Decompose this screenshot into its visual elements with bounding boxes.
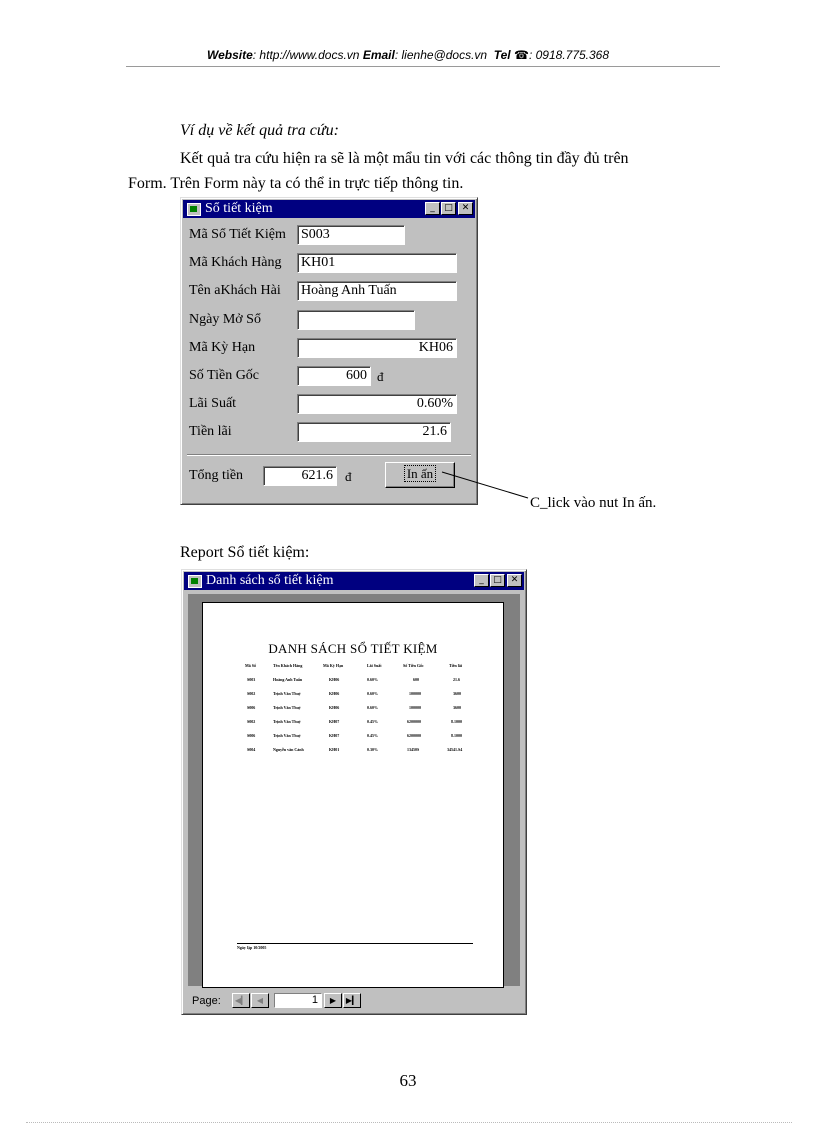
ma-so-tiet-kiem-field[interactable]: S003	[297, 225, 405, 245]
report-cell: 3600	[453, 705, 461, 710]
email-label: Email	[362, 48, 395, 62]
col-header: Mã Kỳ Hạn	[323, 663, 344, 668]
report-cell: S004	[247, 747, 256, 752]
report-window	[181, 569, 527, 1015]
lai-suat-field[interactable]: 0.60%	[297, 394, 457, 414]
tel-label: Tel	[493, 48, 511, 62]
report-close-button[interactable]: ✕	[507, 574, 522, 587]
tel-value: : 0918.775.368	[528, 48, 610, 62]
report-title: DANH SÁCH SỔ TIẾT KIỆM	[268, 641, 438, 656]
report-cell: KH01	[329, 747, 340, 752]
report-cell: 600	[413, 677, 419, 682]
example-caption: Ví dụ về kết quả tra cứu:	[180, 122, 339, 139]
report-footer-text: Ngày lập 10/2005	[237, 945, 267, 950]
col-header: Tiền lãi	[449, 663, 462, 668]
report-cell: KH06	[329, 705, 340, 710]
report-cell: 3600	[453, 691, 461, 696]
report-maximize-button[interactable]: □	[490, 574, 505, 587]
label-ngay-mo-so: Ngày Mở Sổ	[189, 312, 261, 327]
report-footer-rule	[237, 943, 473, 944]
ma-ky-han-field[interactable]: KH06	[297, 338, 457, 358]
page-header	[0, 48, 816, 62]
first-page-button[interactable]: ◀▎	[232, 993, 250, 1008]
phone-icon: ☎	[514, 48, 529, 62]
label-so-tien-goc: Số Tiền Gốc	[189, 368, 260, 383]
report-cell: 0.60%	[367, 691, 378, 696]
label-ma-ky-han: Mã Kỳ Hạn	[189, 340, 256, 355]
report-cell: 0.30%	[367, 747, 378, 752]
so-tien-goc-unit: đ	[377, 369, 384, 384]
report-cell: S002	[247, 719, 256, 724]
report-cell: Trịnh Văn Thuỷ	[273, 719, 301, 724]
col-header: Mã Số	[245, 663, 256, 668]
report-page	[202, 602, 504, 988]
report-app-icon	[188, 575, 202, 588]
report-minimize-button[interactable]: _	[474, 574, 489, 587]
form-app-icon	[187, 203, 201, 216]
col-header: Lãi Suất	[367, 663, 382, 668]
ma-khach-hang-field[interactable]: KH01	[297, 253, 457, 273]
prev-page-button[interactable]: ◀	[251, 993, 269, 1008]
page-label: Page:	[192, 995, 221, 1007]
report-cell: S006	[247, 705, 256, 710]
next-page-button[interactable]: ▶	[324, 993, 342, 1008]
report-cell: Trịnh Văn Thuỷ	[273, 705, 301, 710]
label-tong-tien: Tổng tiền	[189, 468, 244, 483]
close-button[interactable]: ✕	[458, 202, 473, 215]
label-lai-suat: Lãi Suất	[189, 396, 237, 411]
header-rule	[126, 66, 720, 67]
report-cell: Trịnh Văn Thuỷ	[273, 691, 301, 696]
report-cell: 6200000	[407, 733, 421, 738]
tong-tien-unit: đ	[345, 469, 352, 484]
report-cell: 21.6	[453, 677, 460, 682]
report-cell: KH07	[329, 733, 340, 738]
report-cell: 6200000	[407, 719, 421, 724]
report-cell: 13450S	[407, 747, 420, 752]
report-cell: 0.60%	[367, 677, 378, 682]
report-cell: 8.1000	[451, 719, 462, 724]
form-divider	[187, 454, 471, 456]
label-ma-khach-hang: Mã Khách Hàng	[189, 255, 282, 270]
report-cell: 0.60%	[367, 705, 378, 710]
report-cell: Hoàng Anh Tuấn	[273, 677, 303, 682]
report-caption: Report Sổ tiết kiệm:	[180, 544, 310, 561]
report-cell: 8.1000	[451, 733, 462, 738]
ten-khach-hang-field[interactable]: Hoàng Anh Tuấn	[297, 281, 457, 301]
maximize-button[interactable]: □	[441, 202, 456, 215]
print-button-label: In ấn	[404, 465, 436, 482]
report-cell: 100000	[409, 705, 421, 710]
report-cell: 34541.S4	[447, 747, 463, 752]
form-titlebar	[183, 200, 475, 218]
report-cell: KH06	[329, 677, 340, 682]
report-preview-area[interactable]	[188, 594, 520, 986]
report-cell: 100000	[409, 691, 421, 696]
col-header: Tên Khách Hàng	[273, 663, 303, 668]
callout-pointer	[440, 470, 530, 502]
tien-lai-field[interactable]: 21.6	[297, 422, 451, 442]
report-cell: S003	[247, 677, 256, 682]
minimize-button[interactable]: _	[425, 202, 440, 215]
report-cell: S006	[247, 733, 256, 738]
report-cell: 0.45%	[367, 719, 378, 724]
report-cell: KH07	[329, 719, 340, 724]
last-page-button[interactable]: ▶▎	[343, 993, 361, 1008]
label-tien-lai: Tiền lãi	[189, 424, 232, 439]
form-window	[180, 197, 478, 505]
website-value: : http://www.docs.vn	[252, 48, 360, 62]
paragraph-line-1: Kết quả tra cứu hiện ra sẽ là một mẩu tin với các thông tin đầy đủ trên	[180, 150, 629, 167]
report-cell: KH06	[329, 691, 340, 696]
website-label: Website	[206, 48, 253, 62]
callout-text: C_lick vào nut In ấn.	[530, 495, 657, 511]
label-ma-so-tiet-kiem: Mã Sổ Tiết Kiệm	[189, 227, 286, 242]
page-number: 63	[399, 1071, 417, 1090]
report-cell: 0.45%	[367, 733, 378, 738]
paragraph-line-2: Form. Trên Form này ta có thể in trực tiếp thông tin.	[128, 175, 464, 192]
so-tien-goc-field[interactable]: 600	[297, 366, 371, 386]
tong-tien-field[interactable]: 621.6	[263, 466, 337, 486]
ngay-mo-so-field[interactable]	[297, 310, 415, 330]
label-ten-khach-hang: Tên aKhách Hài	[189, 283, 281, 298]
page-number-input[interactable]: 1	[274, 993, 322, 1008]
form-window-title: Sổ tiết kiệm	[205, 201, 273, 216]
report-cell: S002	[247, 691, 256, 696]
col-header: Số Tiền Gốc	[403, 663, 424, 668]
report-titlebar	[184, 572, 524, 590]
email-value: : lienhe@docs.vn	[394, 48, 488, 62]
report-cell: Trịnh Văn Thuỷ	[273, 733, 301, 738]
report-cell: Nguyễn văn Cảnh	[273, 747, 304, 752]
report-window-title: Danh sách sổ tiết kiệm	[206, 573, 334, 588]
